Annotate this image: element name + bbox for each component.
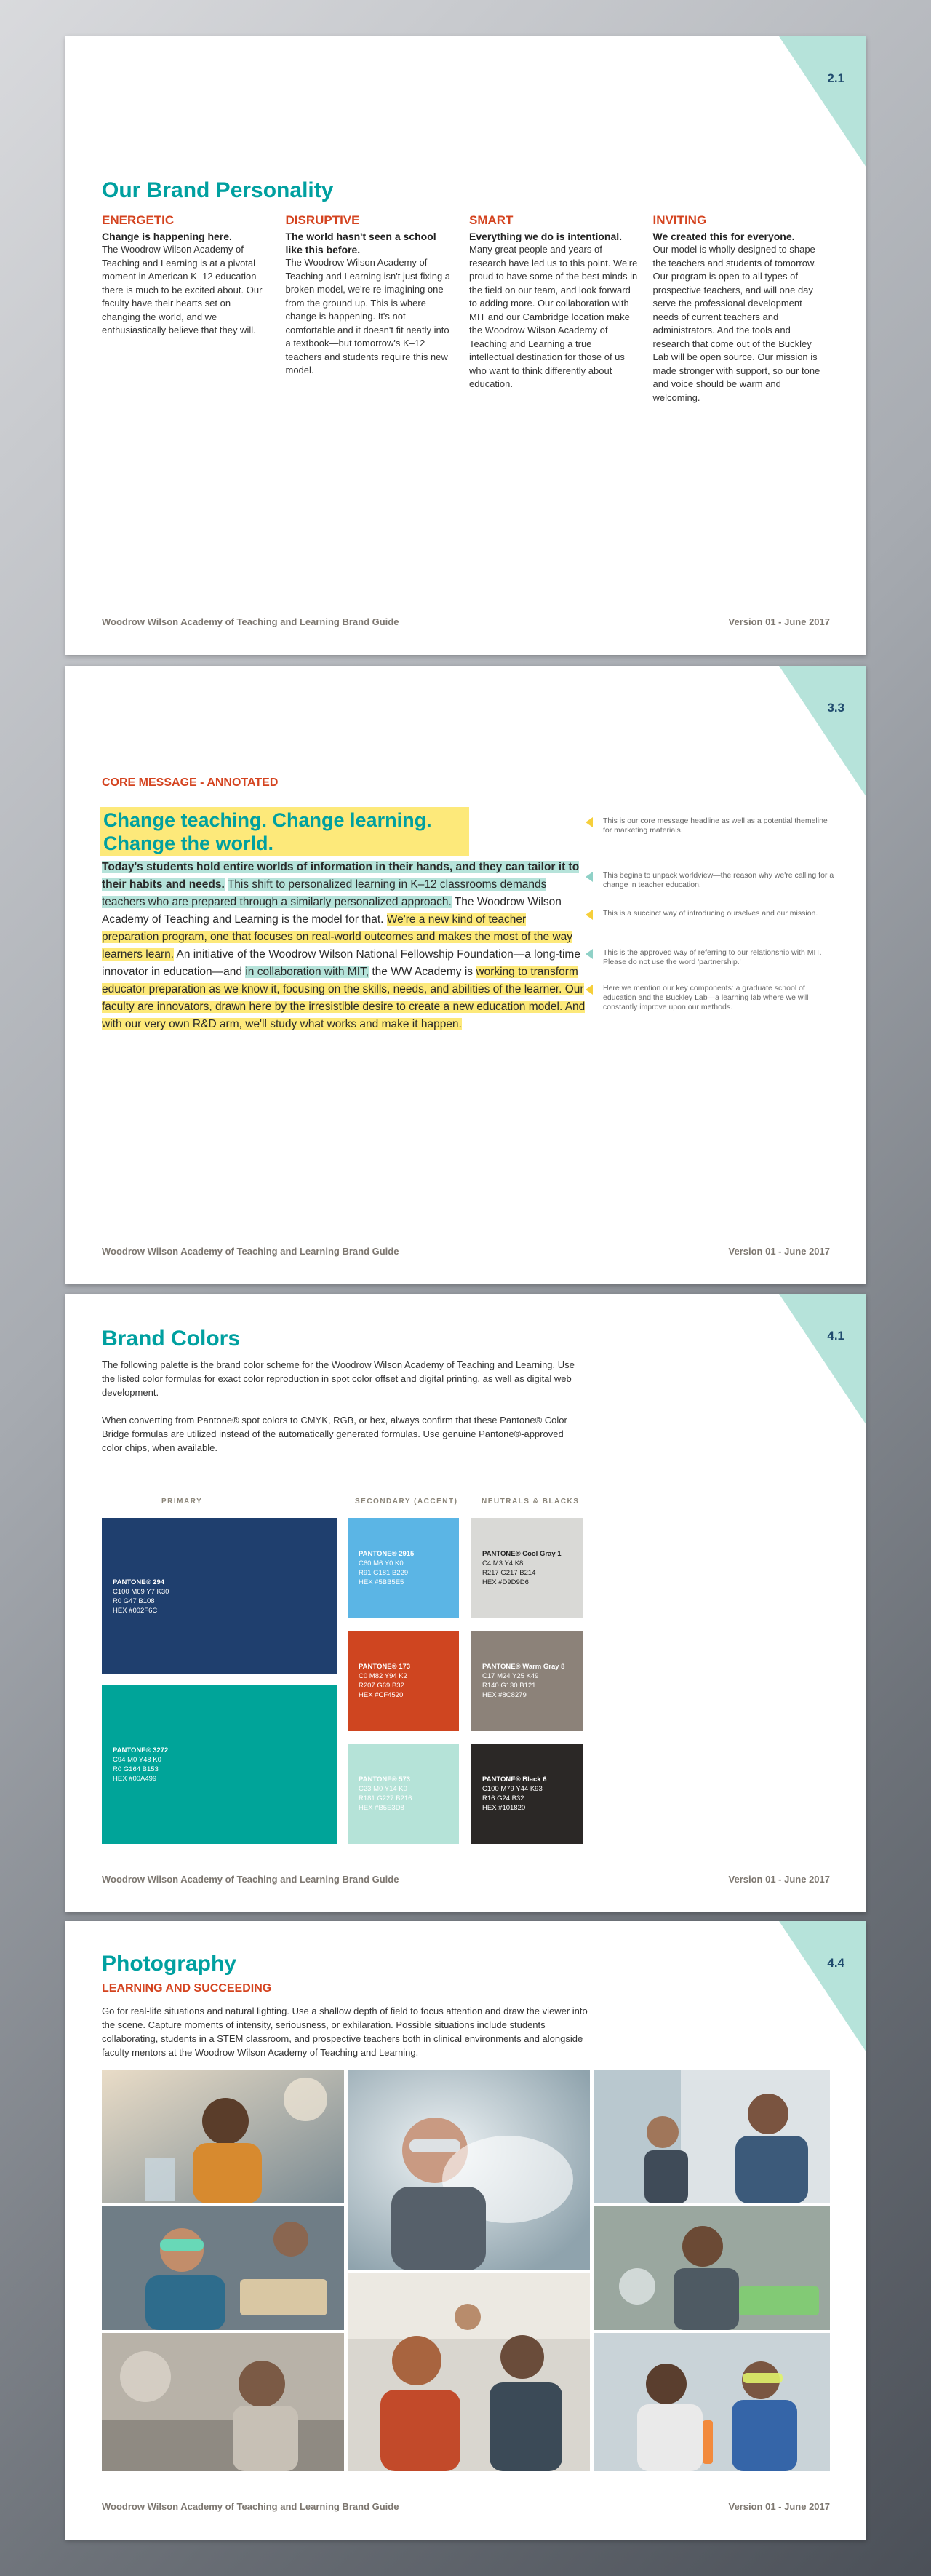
page-title: Photography bbox=[102, 1952, 236, 1976]
footer-title: Woodrow Wilson Academy of Teaching and Learning Brand Guide bbox=[102, 616, 399, 627]
headline-line-1: Change teaching. Change learning. bbox=[103, 809, 432, 831]
column-heading: INVITING bbox=[652, 213, 707, 227]
body-sentence: An initiative of the Woodrow Wilson National Fellowship Foundation—a long-time innovator in education—and bbox=[102, 948, 580, 978]
page-photography bbox=[65, 1921, 866, 2540]
photo-student-at-desk bbox=[102, 2333, 344, 2471]
column-heading: ENERGETIC bbox=[102, 213, 175, 227]
swatch-cool-gray-1: PANTONE® Cool Gray 1 C4 M3 Y4 K8 R217 G217 B214 HEX #D9D9D6 bbox=[471, 1518, 583, 1618]
swatch-pantone-3272: PANTONE® 3272 C94 M0 Y48 K0 R0 G164 B153 HEX #00A499 bbox=[102, 1685, 337, 1844]
photo-stem-lab bbox=[594, 2206, 830, 2330]
column-body: Our model is wholly designed to shape the teachers and students of tomorrow. Our program is open to all types of prospective teachers, and will one day serve the professional development needs of current teachers and administrators. And the tools and research that come out of the Buckley Lab will be open source. Our mission is made stronger with support, so our tone and voice should be warm and welcoming. bbox=[652, 244, 820, 403]
column-subheading: Change is happening here. bbox=[102, 231, 232, 242]
photo-teacher-with-student bbox=[594, 2070, 830, 2203]
page-title: Brand Colors bbox=[102, 1327, 241, 1351]
page-footer bbox=[102, 1874, 830, 1885]
swatch-pantone-2915: PANTONE® 2915 C60 M6 Y0 K0 R91 G181 B229 HEX #5BB5E5 bbox=[348, 1518, 459, 1618]
footer-title: Woodrow Wilson Academy of Teaching and Learning Brand Guide bbox=[102, 1246, 399, 1257]
swatch-pantone-294: PANTONE® 294 C100 M69 Y7 K30 R0 G47 B108 HEX #002F6C bbox=[102, 1518, 337, 1674]
photo-students-collaborating bbox=[102, 2206, 344, 2330]
column-body: The Woodrow Wilson Academy of Teaching and Learning isn't just fixing a broken model, we're re-imagining one from the ground up. This is where change is happening. It's not comfortable and it doesn't fit neatly into a textbook—but tomorrow's K–12 teachers and students require this new model. bbox=[285, 257, 451, 375]
personality-inviting bbox=[653, 213, 837, 405]
column-header-primary: PRIMARY bbox=[161, 1498, 203, 1506]
column-subheading: The world hasn't seen a school like this before. bbox=[285, 231, 436, 255]
core-message-body bbox=[102, 859, 586, 1033]
photo-students-science bbox=[594, 2333, 830, 2471]
page-core-message bbox=[65, 666, 866, 1284]
column-body: The Woodrow Wilson Academy of Teaching and Learning is at a pivotal moment in American K–12 education—there is much to be excited about. Our faculty have their hearts set on changing the world, and we enthusiastically believe that they will. bbox=[102, 244, 266, 335]
pointer-arrow-icon bbox=[586, 910, 593, 920]
intro-paragraph: When converting from Pantone® spot colors to CMYK, RGB, or hex, always confirm that these Pantone® Color Bridge formulas are utilized instead of the automatically generated formulas. Use genuine Pantone®-approved color chips, when available. bbox=[102, 1415, 567, 1453]
page-subtitle: LEARNING AND SUCCEEDING bbox=[102, 1982, 272, 1995]
page-footer bbox=[102, 616, 830, 627]
personality-columns bbox=[102, 213, 836, 405]
body-sentence: This shift to personalized learning in K–12 classrooms demands teachers who are prepared through a similarly personalized approach. bbox=[102, 878, 547, 908]
footer-version: Version 01 - June 2017 bbox=[728, 2501, 830, 2512]
column-header-secondary: SECONDARY (ACCENT) bbox=[355, 1498, 458, 1506]
photo-faculty-mentors bbox=[348, 2273, 590, 2471]
page-number: 2.1 bbox=[827, 71, 844, 85]
page-footer bbox=[102, 1246, 830, 1257]
page-title: Our Brand Personality bbox=[102, 178, 334, 202]
annotation-note: Here we mention our key components: a graduate school of education and the Buckley Lab—a learning lab where we will constantly improve upon our methods. bbox=[586, 984, 836, 1012]
page-number: 3.3 bbox=[827, 701, 844, 715]
annotation-note: This is a succinct way of introducing ourselves and our mission. bbox=[586, 909, 836, 918]
column-heading: SMART bbox=[469, 213, 514, 227]
photo-student-goggles-smoke bbox=[348, 2070, 590, 2270]
annotation-note: This is our core message headline as well as a potential themeline for marketing materials. bbox=[586, 816, 836, 835]
body-sentence: The Woodrow Wilson Academy of Teaching and Learning is the model for that. bbox=[102, 896, 562, 926]
page-brand-personality bbox=[65, 36, 866, 655]
photo-student-experiment bbox=[102, 2070, 344, 2203]
corner-tab-decoration bbox=[779, 36, 866, 167]
photography-intro: Go for real-life situations and natural lighting. Use a shallow depth of field to focus attention and draw the viewer into the scene. Capture moments of intensity, seriousness, or exhilaration. Possible situations include students collaborating, students in a STEM classroom, and prospective teachers both in clinical environments and alongside faculty mentors at the Woodrow Wilson Academy of Teaching and Learning. bbox=[102, 2005, 588, 2058]
footer-version: Version 01 - June 2017 bbox=[728, 1874, 830, 1885]
personality-disruptive bbox=[286, 213, 470, 405]
corner-tab-decoration bbox=[779, 1921, 866, 2052]
corner-tab-decoration bbox=[779, 1294, 866, 1425]
pointer-arrow-icon bbox=[586, 985, 593, 995]
footer-title: Woodrow Wilson Academy of Teaching and Learning Brand Guide bbox=[102, 2501, 399, 2512]
annotation-note: This is the approved way of referring to our relationship with MIT. Please do not use the word 'partnership.' bbox=[586, 948, 836, 967]
personality-energetic bbox=[102, 213, 286, 405]
section-label: CORE MESSAGE - ANNOTATED bbox=[102, 776, 279, 789]
swatch-black-6: PANTONE® Black 6 C100 M79 Y44 K93 R16 G24 B32 HEX #101820 bbox=[471, 1744, 583, 1844]
footer-title: Woodrow Wilson Academy of Teaching and Learning Brand Guide bbox=[102, 1874, 399, 1885]
footer-version: Version 01 - June 2017 bbox=[728, 1246, 830, 1257]
annotation-note: This begins to unpack worldview—the reason why we're calling for a change in teacher education. bbox=[586, 871, 836, 890]
column-heading: DISRUPTIVE bbox=[285, 213, 360, 227]
corner-tab-decoration bbox=[779, 666, 866, 797]
swatch-pantone-573: PANTONE® 573 C23 M0 Y14 K0 R181 G227 B216 HEX #B5E3D8 bbox=[348, 1744, 459, 1844]
column-subheading: We created this for everyone. bbox=[652, 231, 795, 242]
core-headline bbox=[100, 807, 469, 856]
column-header-neutrals: NEUTRALS & BLACKS bbox=[482, 1498, 580, 1506]
pointer-arrow-icon bbox=[586, 949, 593, 959]
swatch-warm-gray-8: PANTONE® Warm Gray 8 C17 M24 Y25 K49 R140 G130 B121 HEX #8C8279 bbox=[471, 1631, 583, 1731]
footer-version: Version 01 - June 2017 bbox=[728, 616, 830, 627]
pointer-arrow-icon bbox=[586, 872, 593, 882]
pointer-arrow-icon bbox=[586, 817, 593, 827]
body-sentence: We're a new kind of teacher preparation program, one that focuses on real-world outcomes and makes the most of the way learners learn. bbox=[102, 913, 573, 961]
page-footer bbox=[102, 2501, 830, 2512]
column-subheading: Everything we do is intentional. bbox=[469, 231, 623, 242]
body-sentence: working to transform educator preparation as we know it, focusing on the skills, needs, and abilities of the learner. Our faculty are innovators, drawn here by the irresistible desire to create a new education model. And with our very own R&D arm, we'll study what works and make it happen. bbox=[102, 966, 586, 1030]
swatch-pantone-173: PANTONE® 173 C0 M82 Y94 K2 R207 G69 B32 HEX #CF4520 bbox=[348, 1631, 459, 1731]
personality-smart bbox=[469, 213, 653, 405]
body-sentence: Today's students hold entire worlds of information in their hands, and they can tailor it to their habits and needs. bbox=[102, 861, 580, 891]
body-sentence: the WW Academy is bbox=[372, 966, 474, 978]
headline-line-2: Change the world. bbox=[103, 832, 274, 854]
column-body: Many great people and years of research have led us to this point. We're proud to have some of the best minds in the field on our team, and look forward to adding more. Our collaboration with MIT and our Cambridge location make the Woodrow Wilson Academy of Teaching and Learning a true intellectual destination for those of us who want to think differently about education. bbox=[469, 244, 638, 389]
page-brand-colors bbox=[65, 1294, 866, 1912]
colors-intro bbox=[102, 1358, 582, 1468]
intro-paragraph: The following palette is the brand color scheme for the Woodrow Wilson Academy of Teaching and Learning. Use the listed color formulas for exact color reproduction in spot color offset and digital printing, as well as digital web development. bbox=[102, 1359, 575, 1398]
body-sentence: in collaboration with MIT, bbox=[245, 966, 369, 978]
page-number: 4.4 bbox=[827, 1956, 844, 1970]
page-number: 4.1 bbox=[827, 1329, 844, 1343]
